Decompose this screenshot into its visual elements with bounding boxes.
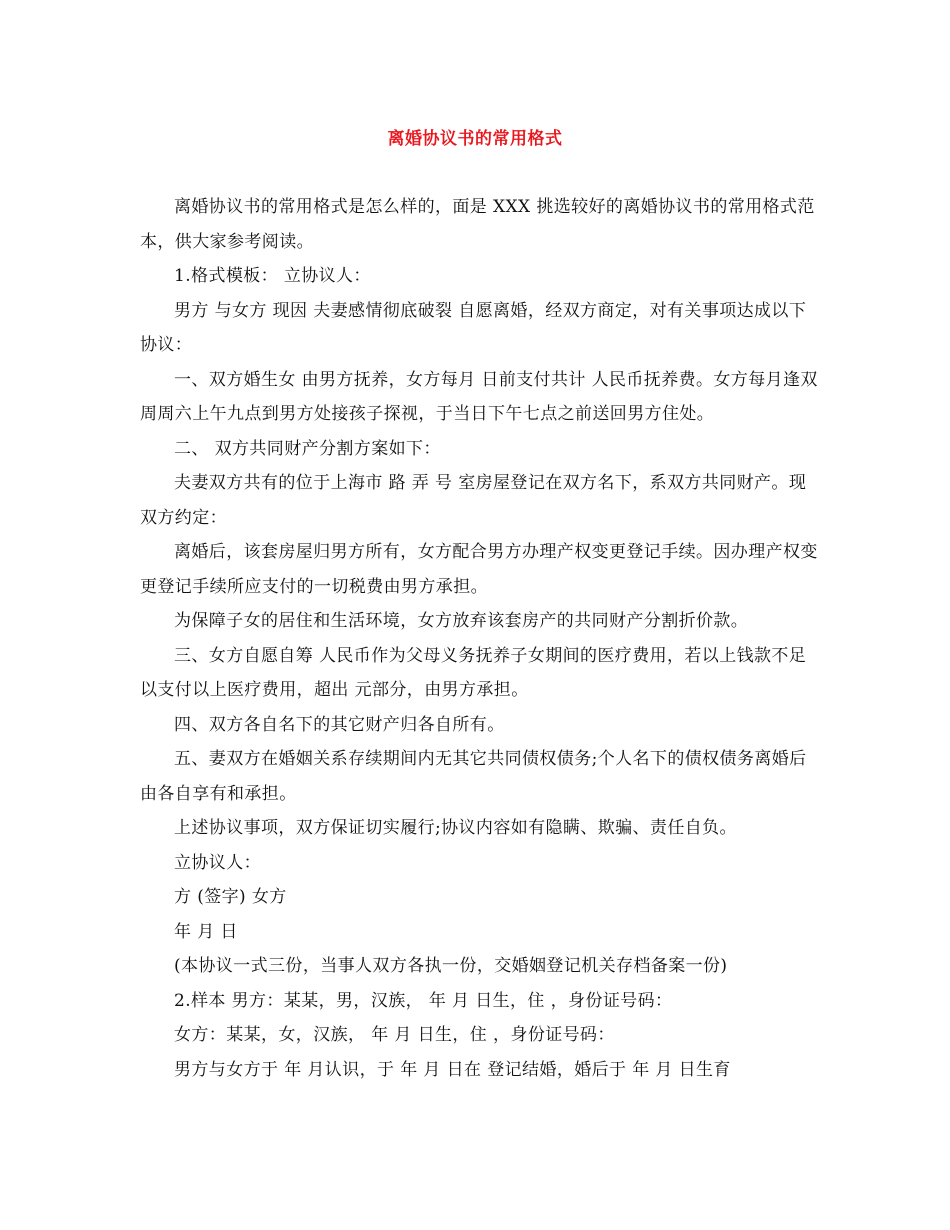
paragraph-clause-5: 五、妻双方在婚姻关系存续期间内无其它共同债权债务;个人名下的债权债务离婚后由各自享有和承担。 <box>140 749 807 804</box>
paragraph-intro: 离婚协议书的常用格式是怎么样的，面是 XXX 挑选较好的离婚协议书的常用格式范本，供大家参考阅读。 <box>140 197 815 252</box>
paragraph-copies: (本协议一式三份，当事人双方各执一份，交婚姻登记机关存档备案一份) <box>174 956 728 976</box>
paragraph-sample-male: 2.样本 男方：某某，男，汉族， 年 月 日生，住 ，身份证号码： <box>174 990 673 1011</box>
document-title: 离婚协议书的常用格式 <box>387 129 563 149</box>
paragraph-format-template: 1.格式模板： 立协议人： <box>174 266 371 286</box>
paragraph-signatory: 立协议人： <box>174 852 261 873</box>
paragraph-guarantee: 上述协议事项，双方保证切实履行;协议内容如有隐瞒、欺骗、责任自负。 <box>174 818 737 838</box>
paragraph-parties: 男方 与女方 现因 夫妻感情彻底破裂 自愿离婚，经双方商定，对有关事项达成以下协议： <box>140 300 807 355</box>
paragraph-clause-3: 三、女方自愿自筹 人民币作为父母义务抚养子女期间的医疗费用，若以上钱款不足以支付以上医疗费用，超出 元部分，由男方承担。 <box>140 645 807 700</box>
paragraph-clause-1: 一、双方婚生女 由男方抚养，女方每月 日前支付共计 人民币抚养费。女方每月逢双周周六上午九点到男方处接孩子探视，于当日下午七点之前送回男方住处。 <box>140 369 818 424</box>
paragraph-sample-marriage: 男方与女方于 年 月认识，于 年 月 日在 登记结婚，婚后于 年 月 日生育 <box>174 1059 731 1080</box>
document-body <box>140 190 820 1087</box>
paragraph-house: 离婚后，该套房屋归男方所有，女方配合男方办理产权变更登记手续。因办理产权变更登记手续所应支付的一切税费由男方承担。 <box>140 542 818 597</box>
paragraph-clause-4: 四、双方各自名下的其它财产归各自所有。 <box>174 714 505 735</box>
paragraph-date: 年 月 日 <box>174 921 238 942</box>
paragraph-property: 夫妻双方共有的位于上海市 路 弄 号 室房屋登记在双方名下，系双方共同财产。现双方约定： <box>140 473 807 528</box>
paragraph-sample-female: 女方：某某，女，汉族， 年 月 日生，住 ，身份证号码： <box>174 1025 615 1045</box>
paragraph-clause-2: 二、 双方共同财产分割方案如下： <box>174 438 441 459</box>
paragraph-signature: 方 (签字) 女方 <box>174 887 287 907</box>
paragraph-waiver: 为保障子女的居住和生活环境，女方放弃该套房产的共同财产分割折价款。 <box>174 611 749 631</box>
